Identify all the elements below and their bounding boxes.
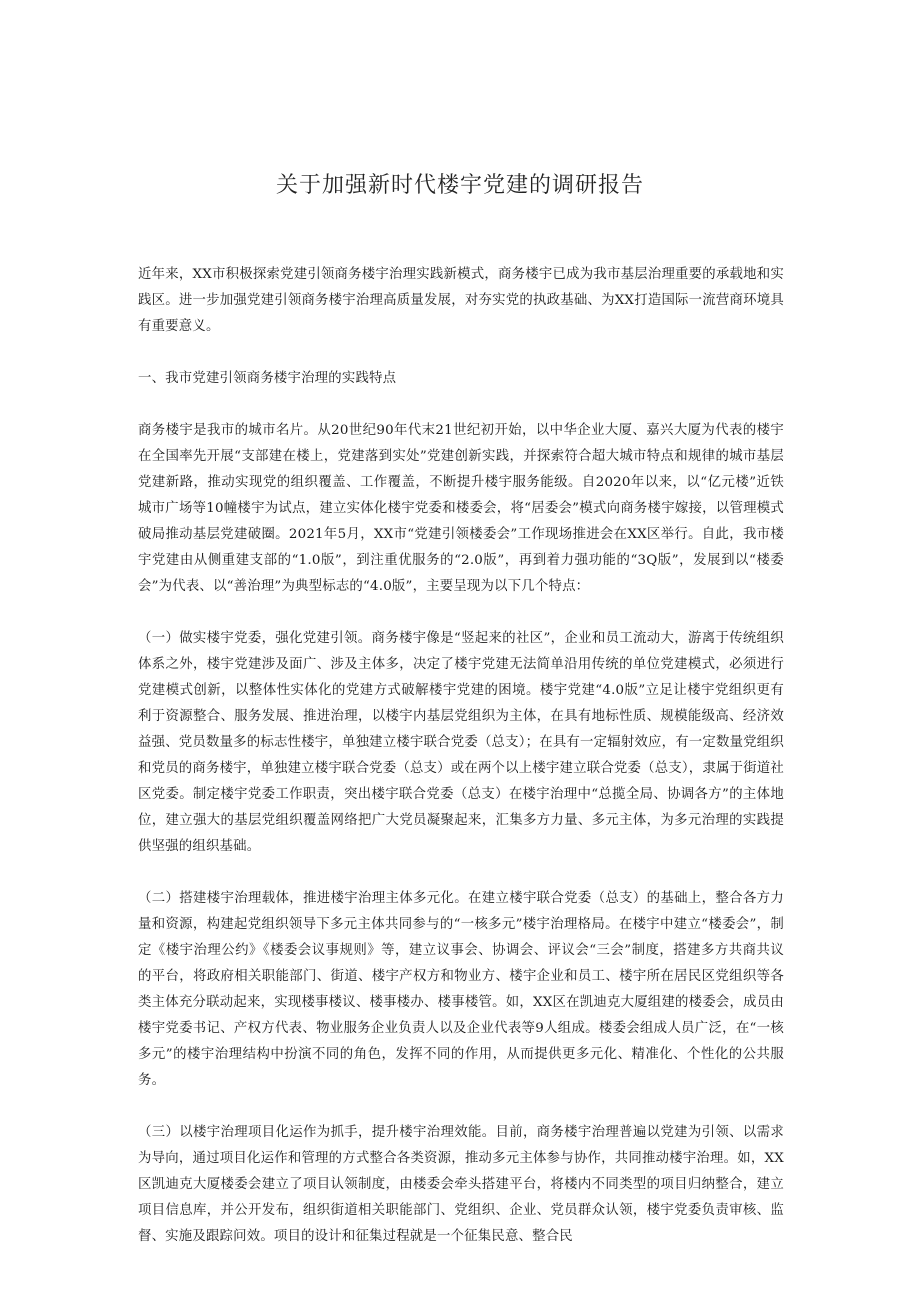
body-paragraph: （三）以楼宇治理项目化运作为抓手，提升楼宇治理效能。目前，商务楼宇治理普遍以党建为引领、以需求为导向，通过项目化运作和管理的方式整合各类资源，推动多元主体参与协作，共同推动楼宇治理。如，XX区凯迪克大厦楼委会建立了项目认领制度，由楼委会牵头搭建平台，将楼内不同类型的项目归纳整合，建立项目信息库，并公开发布，组织街道相关职能部门、党组织、企业、党员群众认领，楼宇党委负责审核、监督、实施及跟踪问效。项目的设计和征集过程就是一个征集民意、整合民	[138, 1125, 784, 1244]
body-paragraph: （二）搭建楼宇治理载体，推进楼宇治理主体多元化。在建立楼宇联合党委（总支）的基础上，整合各方力量和资源，构建起党组织领导下多元主体共同参与的“一核多元”楼宇治理格局。在楼宇中建立“楼委会”，制定《楼宇治理公约》《楼委会议事规则》等，建立议事会、协调会、评议会“三会”制度，搭建多方共商共议的平台，将政府相关职能部门、街道、楼宇产权方和物业方、楼宇企业和员工、楼宇所在居民区党组织等各类主体充分联动起来，实现楼事楼议、楼事楼办、楼事楼管。如，XX区在凯迪克大厦组建的楼委会，成员由楼宇党委书记、产权方代表、物业服务企业负责人以及企业代表等9人组成。楼委会组成人员广泛，在“一核多元”的楼宇治理结构中扮演不同的角色，发挥不同的作用，从而提供更多元化、精准化、个性化的公共服务。	[138, 891, 784, 1088]
body-paragraph: （一）做实楼宇党委，强化党建引领。商务楼宇像是“竖起来的社区”，企业和员工流动大，游离于传统组织体系之外，楼宇党建涉及面广、涉及主体多，决定了楼宇党建无法简单沿用传统的单位党建模式，必须进行党建模式创新，以整体性实体化的党建方式破解楼宇党建的困境。楼宇党建“4.0版”立足让楼宇党组织更有利于资源整合、服务发展、推进治理，以楼宇内基层党组织为主体，在具有地标性质、规模能级高、经济效益强、党员数量多的标志性楼宇，单独建立楼宇联合党委（总支）；在具有一定辐射效应，有一定数量党组织和党员的商务楼宇，单独建立楼宇联合党委（总支）或在两个以上楼宇建立联合党委（总支），隶属于街道社区党委。制定楼宇党委工作职责，突出楼宇联合党委（总支）在楼宇治理中“总揽全局、协调各方”的主体地位，建立强大的基层党组织覆盖网络把广大党员凝聚起来，汇集多方力量、多元主体，为多元治理的实践提供坚强的组织基础。	[138, 631, 784, 854]
document-title: 关于加强新时代楼宇党建的调研报告	[275, 173, 644, 198]
body-paragraph: 商务楼宇是我市的城市名片。从20世纪90年代末21世纪初开始，以中华企业大厦、嘉兴大厦为代表的楼宇在全国率先开展“支部建在楼上，党建落到实处”党建创新实践，并探索符合超大城市特点和规律的城市基层党建新路，推动实现党的组织覆盖、工作覆盖，不断提升楼宇服务能级。自2020年以来，以“亿元楼”近铁城市广场等10幢楼宇为试点，建立实体化楼宇党委和楼委会，将“居委会”模式向商务楼宇嫁接，以管理模式破局推动基层党建破圈。2021年5月，XX市“党建引领楼委会”工作现场推进会在XX区举行。自此，我市楼宇党建由从侧重建支部的“1.0版”，到注重优服务的“2.0版”，再到着力强功能的“3Q版”，发展到以“楼委会”为代表、以“善治理”为典型标志的“4.0版”，主要呈现为以下几个特点：	[138, 423, 784, 594]
section-heading: 一、我市党建引领商务楼宇治理的实践特点	[138, 371, 397, 386]
document-body	[138, 262, 784, 1276]
intro-paragraph: 近年来，XX市积极探索党建引领商务楼宇治理实践新模式，商务楼宇已成为我市基层治理重要的承载地和实践区。进一步加强党建引领商务楼宇治理高质量发展，对夯实党的执政基础、为XX打造国际一流营商环境具有重要意义。	[138, 267, 784, 334]
